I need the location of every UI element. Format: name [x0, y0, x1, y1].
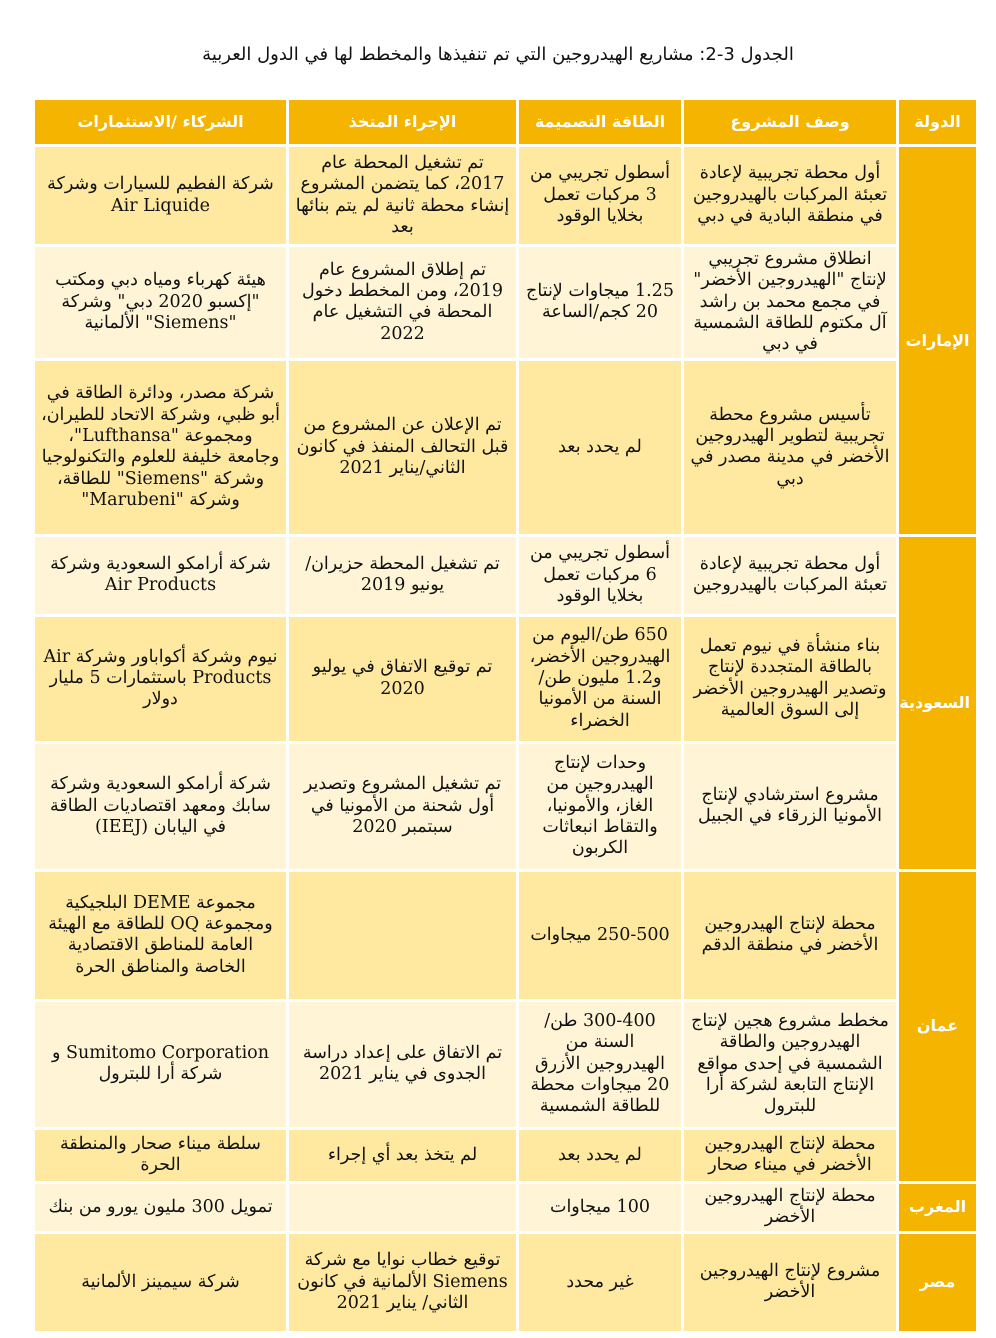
header-country: الدولة	[898, 99, 978, 146]
capacity-cell: لم يحدد بعد	[518, 359, 683, 535]
description-cell: انطلاق مشروع تجريبي لإنتاج "الهيدروجين الأخضر" في مجمع محمد بن راشد آل مكتوم للطاقة الشمسية في دبي	[683, 246, 898, 360]
table-row	[34, 1232, 978, 1332]
capacity-cell: 100 ميجاوات	[518, 1182, 683, 1232]
header-capacity: الطاقة التصميمة	[518, 99, 683, 146]
action-cell: تم الإعلان عن المشروع من قبل التحالف المنفذ في كانون الثاني/يناير 2021	[288, 359, 518, 535]
description-cell: مشروع لإنتاج الهيدروجين الأخضر	[683, 1232, 898, 1332]
description-cell: محطة لإنتاج الهيدروجين الأخضر في ميناء صحار	[683, 1128, 898, 1182]
partners-cell: مجموعة DEME البلجيكية ومجموعة OQ للطاقة مع الهيئة العامة للمناطق الاقتصادية الخاصة والمناطق الحرة	[34, 870, 288, 1000]
partners-cell: Sumitomo Corporation و شركة أرا للبترول	[34, 1000, 288, 1128]
capacity-cell: 1.25 ميجاوات لإنتاج 20 كجم/الساعة	[518, 246, 683, 360]
header-description: وصف المشروع	[683, 99, 898, 146]
country-cell-oman: عمان	[898, 870, 978, 1182]
table-row	[34, 742, 978, 870]
table-row	[34, 1182, 978, 1232]
header-row	[34, 99, 978, 146]
capacity-cell: غير محدد	[518, 1232, 683, 1332]
country-cell-saudi: السعودية	[898, 535, 978, 870]
action-cell: تم تشغيل المحطة عام 2017، كما يتضمن المشروع إنشاء محطة ثانية لم يتم بنائها بعد	[288, 146, 518, 246]
action-cell	[288, 870, 518, 1000]
action-cell: تم تشغيل المشروع وتصدير أول شحنة من الأمونيا في سبتمبر 2020	[288, 742, 518, 870]
action-cell: تم توقيع الاتفاق في يوليو 2020	[288, 615, 518, 742]
capacity-cell: أسطول تجريبي من 6 مركبات تعمل بخلايا الوقود	[518, 535, 683, 615]
action-cell: تم إطلاق المشروع عام 2019، ومن المخطط دخول المحطة في التشغيل عام 2022	[288, 246, 518, 360]
description-cell: محطة لإنتاج الهيدروجين الأخضر في منطقة الدقم	[683, 870, 898, 1000]
table-row	[34, 870, 978, 1000]
header-action: الإجراء المتخذ	[288, 99, 518, 146]
table-row	[34, 1000, 978, 1128]
partners-cell: شركة الفطيم للسيارات وشركة Air Liquide	[34, 146, 288, 246]
capacity-cell: أسطول تجريبي من 3 مركبات تعمل بخلايا الوقود	[518, 146, 683, 246]
country-cell-uae: الإمارات	[898, 146, 978, 536]
description-cell: مخطط مشروع هجين لإنتاج الهيدروجين والطاقة الشمسية في إحدى مواقع الإنتاج التابعة لشركة أرا للبترول	[683, 1000, 898, 1128]
description-cell: أول محطة تجريبية لإعادة تعبئة المركبات بالهيدروجين في منطقة البادية في دبي	[683, 146, 898, 246]
table-row	[34, 359, 978, 535]
table-row	[34, 1128, 978, 1182]
partners-cell: شركة أرامكو السعودية وشركة سابك ومعهد اقتصاديات الطاقة في اليابان (IEEJ)	[34, 742, 288, 870]
partners-cell: تمويل 300 مليون يورو من بنك	[34, 1182, 288, 1232]
action-cell: لم يتخذ بعد أي إجراء	[288, 1128, 518, 1182]
hydrogen-projects-table	[32, 97, 979, 1334]
table-caption: الجدول 3-2: مشاريع الهيدروجين التي تم تنفيذها والمخطط لها في الدول العربية	[202, 44, 794, 65]
table-row	[34, 535, 978, 615]
partners-cell: نيوم وشركة أكواباور وشركة Air Products باستثمارات 5 مليار دولار	[34, 615, 288, 742]
description-cell: أول محطة تجريبية لإعادة تعبئة المركبات بالهيدروجين	[683, 535, 898, 615]
table-row	[34, 246, 978, 360]
table-row	[34, 615, 978, 742]
header-partners: الشركاء /الاستثمارات	[34, 99, 288, 146]
description-cell: مشروع استرشادي لإنتاج الأمونيا الزرقاء في الجبيل	[683, 742, 898, 870]
description-cell: محطة لإنتاج الهيدروجين الأخضر	[683, 1182, 898, 1232]
capacity-cell: 250-500 ميجاوات	[518, 870, 683, 1000]
partners-cell: شركة سيمينز الألمانية	[34, 1232, 288, 1332]
action-cell: تم الاتفاق على إعداد دراسة الجدوى في يناير 2021	[288, 1000, 518, 1128]
partners-cell: شركة مصدر، ودائرة الطاقة في أبو ظبي، وشركة الاتحاد للطيران، ومجموعة "Lufthansa"، وجامعة خليفة للعلوم والتكنولوجيا وشركة "Siemens" للطاقة، وشركة "Marubeni"	[34, 359, 288, 535]
capacity-cell: 300-400 طن/السنة من الهيدروجين الأزرق 20 ميجاوات محطة للطاقة الشمسية	[518, 1000, 683, 1128]
capacity-cell: 650 طن/اليوم من الهيدروجين الأخضر، و1.2 مليون طن/السنة من الأمونيا الخضراء	[518, 615, 683, 742]
country-cell-egypt: مصر	[898, 1232, 978, 1332]
partners-cell: هيئة كهرباء ومياه دبي ومكتب "إكسبو 2020 دبي" وشركة "Siemens" الألمانية	[34, 246, 288, 360]
capacity-cell: وحدات لإنتاج الهيدروجين من الغاز، والأمونيا، والتقاط انبعاثات الكربون	[518, 742, 683, 870]
action-cell: توقيع خطاب نوايا مع شركة Siemens الألمانية في كانون الثاني/ يناير 2021	[288, 1232, 518, 1332]
action-cell: تم تشغيل المحطة حزيران/يونيو 2019	[288, 535, 518, 615]
description-cell: تأسيس مشروع محطة تجريبية لتطوير الهيدروجين الأخضر في مدينة مصدر في دبي	[683, 359, 898, 535]
partners-cell: سلطة ميناء صحار والمنطقة الحرة	[34, 1128, 288, 1182]
description-cell: بناء منشأة في نيوم تعمل بالطاقة المتجددة لإنتاج وتصدير الهيدروجين الأخضر إلى السوق العالمية	[683, 615, 898, 742]
action-cell	[288, 1182, 518, 1232]
table-row	[34, 146, 978, 246]
partners-cell: شركة أرامكو السعودية وشركة Air Products	[34, 535, 288, 615]
capacity-cell: لم يحدد بعد	[518, 1128, 683, 1182]
country-cell-morocco: المغرب	[898, 1182, 978, 1232]
